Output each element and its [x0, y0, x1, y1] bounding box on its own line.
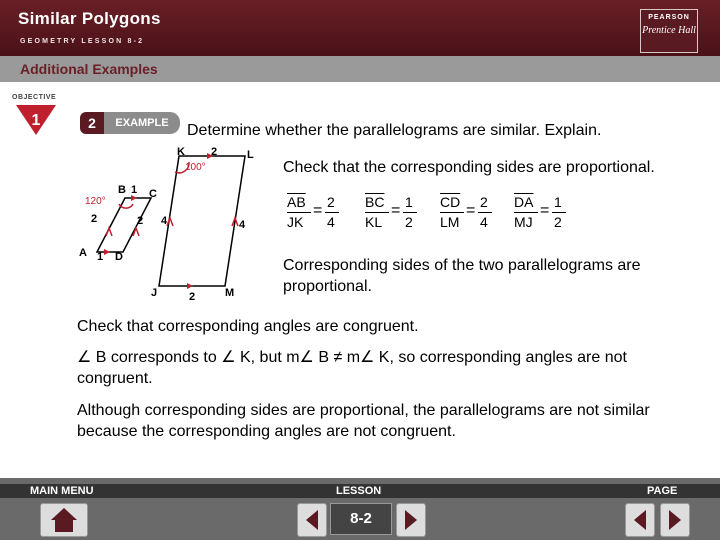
- objective-badge: [10, 93, 66, 137]
- label-B: B: [118, 184, 126, 196]
- ratio-cd-den: LM: [440, 214, 460, 230]
- label-A: A: [79, 247, 87, 259]
- ratio-bc-rd: 2: [405, 214, 413, 230]
- angle-100: 100°: [185, 162, 206, 173]
- step2-text: Check that corresponding angles are congruent.: [77, 318, 419, 335]
- ratio-bc-rn: 1: [405, 194, 413, 210]
- ratio-bc-num: $\overline{BC}$: [365, 194, 385, 210]
- chevron-left-icon: [298, 504, 326, 536]
- example-word: EXAMPLE: [104, 112, 180, 134]
- example-badge: [80, 112, 180, 134]
- header-bar: [0, 0, 720, 56]
- lesson-prev-button[interactable]: [297, 503, 327, 537]
- page-title: Similar Polygons: [18, 9, 161, 28]
- objective-number: 1: [31, 112, 41, 129]
- conclusion1-text: Corresponding sides of the two parallelograms are proportional.: [283, 257, 641, 295]
- label-J: J: [151, 287, 158, 299]
- ratio-ab-rn: 2: [327, 194, 335, 210]
- home-button[interactable]: [40, 503, 88, 537]
- label-bottom: 1: [97, 251, 104, 263]
- ratio-ab-den: JK: [287, 214, 304, 230]
- ratio-bc-den: KL: [365, 214, 383, 230]
- lesson-next-button[interactable]: [396, 503, 426, 537]
- chevron-right-icon: [397, 504, 425, 536]
- label-D: D: [115, 251, 123, 263]
- lesson-subtitle: GEOMETRY LESSON 8-2: [20, 38, 145, 45]
- home-icon: [41, 504, 87, 536]
- ratio-ab-num: $\overline{AB}$: [287, 194, 306, 210]
- ratio-da-den: MJ: [514, 214, 533, 230]
- logo-line1: PEARSON: [648, 14, 690, 21]
- main-menu-label: MAIN MENU: [30, 485, 94, 497]
- angle-text: ∠ B corresponds to ∠ K, but m∠ B ≠ m∠ K, so corresponding angles are not congruent.: [77, 349, 627, 387]
- angle-120: 120°: [85, 196, 106, 207]
- ratio-cd-rn: 2: [480, 194, 488, 210]
- objective-label: OBJECTIVE: [12, 94, 57, 101]
- section-band: [0, 56, 720, 82]
- example-number: 2: [80, 112, 104, 134]
- label-K: K: [177, 146, 185, 158]
- ratio-da-rd: 2: [554, 214, 562, 230]
- parallelograms-figure: [75, 144, 265, 304]
- label-CD: 4: [161, 215, 168, 227]
- objective-shield-icon: [10, 93, 66, 137]
- ratio-da-num: $\overline{DA}$: [514, 194, 534, 210]
- page-next-button[interactable]: [660, 503, 690, 537]
- label-lower: 2: [189, 291, 196, 303]
- problem-text: Determine whether the parallelograms are similar. Explain.: [187, 122, 602, 139]
- chevron-left-icon: [626, 504, 654, 536]
- lesson-number-box: 8-2: [330, 503, 392, 535]
- section-title: Additional Examples: [20, 61, 158, 77]
- ratio-ab-rd: 4: [327, 214, 335, 230]
- label-side-right: 2: [137, 215, 144, 227]
- label-right: 4: [239, 219, 246, 231]
- logo-line2: Prentice Hall: [642, 25, 696, 36]
- final-text: Although corresponding sides are proportional, the parallelograms are not similar because the corresponding angles are not congruent.: [77, 402, 650, 440]
- page-label: PAGE: [647, 485, 678, 497]
- step1-text: Check that the corresponding sides are proportional.: [283, 159, 655, 176]
- ratio-cd-num: $\overline{CD}$: [440, 194, 461, 210]
- pearson-logo: [640, 9, 698, 53]
- lesson-label: LESSON: [336, 485, 382, 497]
- label-C: C: [149, 188, 157, 200]
- label-L: L: [247, 149, 254, 161]
- ratio-cd-rd: 4: [480, 214, 488, 230]
- label-side-left: 2: [91, 213, 98, 225]
- label-M: M: [225, 287, 235, 299]
- ratio-da-rn: 1: [554, 194, 562, 210]
- page-prev-button[interactable]: [625, 503, 655, 537]
- label-top: 2: [211, 146, 218, 158]
- chevron-right-icon: [661, 504, 689, 536]
- label-AB: 1: [131, 184, 138, 196]
